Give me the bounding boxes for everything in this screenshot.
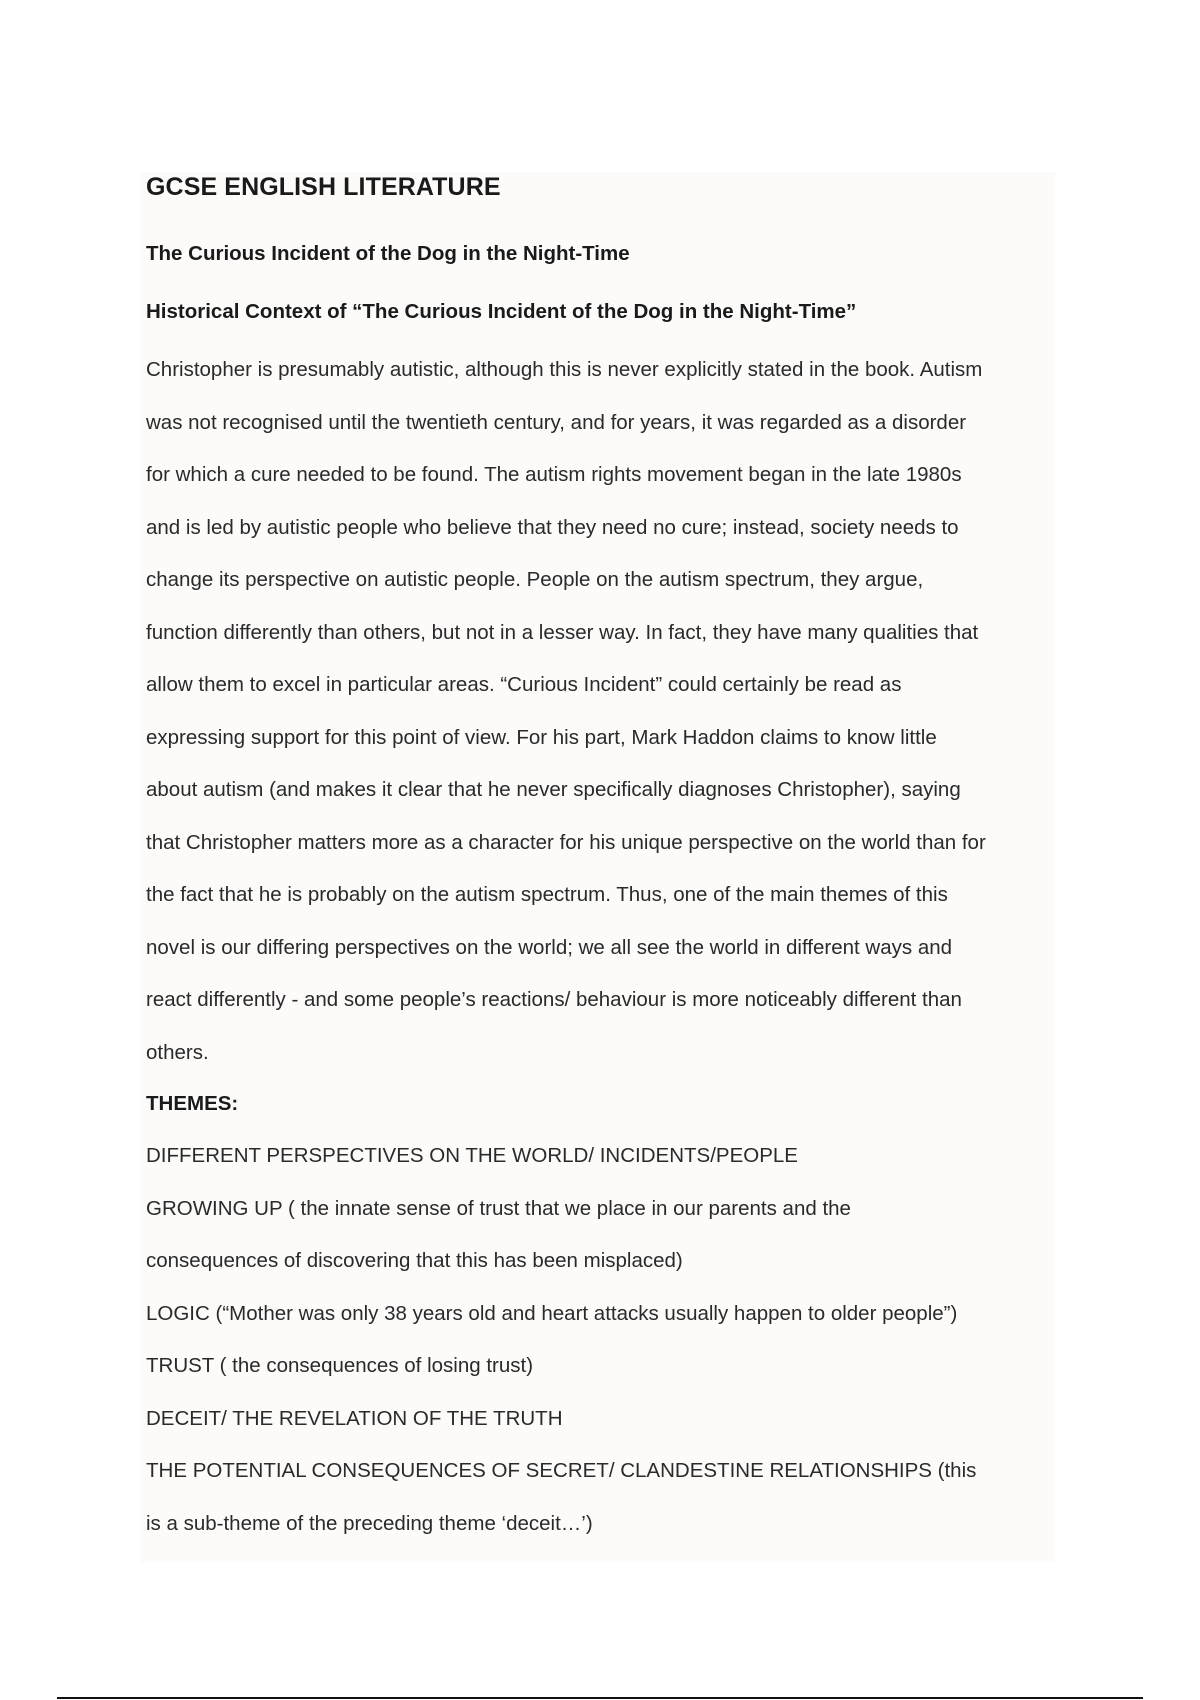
- theme-line: GROWING UP ( the innate sense of trust that we place in our parents and the: [146, 1196, 851, 1220]
- paragraph-line: allow them to excel in particular areas. “Curious Incident” could certainly be read as: [146, 673, 902, 696]
- paragraph-line: was not recognised until the twentieth century, and for years, it was regarded as a disorder: [146, 410, 967, 434]
- document-subtitle: The Curious Incident of the Dog in the Night-Time: [146, 242, 630, 265]
- historical-context-paragraph: [146, 357, 1061, 1092]
- paragraph-line: that Christopher matters more as a character for his unique perspective on the world than for: [146, 830, 986, 854]
- paragraph-line: for which a cure needed to be found. The autism rights movement began in the late 1980s: [146, 463, 962, 486]
- paragraph-line: react differently - and some people’s reactions/ behaviour is more noticeably different than: [146, 988, 962, 1011]
- themes-heading: THEMES:: [146, 1092, 239, 1115]
- theme-line: LOGIC (“Mother was only 38 years old and heart attacks usually happen to older people”): [146, 1301, 958, 1325]
- themes-list: [146, 1143, 1061, 1563]
- paragraph-line: expressing support for this point of view. For his part, Mark Haddon claims to know little: [146, 725, 937, 749]
- footer-divider: [57, 1697, 1143, 1699]
- paragraph-line: novel is our differing perspectives on the world; we all see the world in different ways and: [146, 935, 953, 959]
- paragraph-line: Christopher is presumably autistic, although this is never explicitly stated in the book. Autism: [146, 358, 983, 381]
- theme-line: DECEIT/ THE REVELATION OF THE TRUTH: [146, 1406, 563, 1430]
- theme-line: DIFFERENT PERSPECTIVES ON THE WORLD/ INCIDENTS/PEOPLE: [146, 1144, 798, 1167]
- paragraph-line: others.: [146, 1040, 209, 1064]
- paragraph-line: function differently than others, but not in a lesser way. In fact, they have many qualities that: [146, 620, 979, 644]
- paragraph-line: and is led by autistic people who believe that they need no cure; instead, society needs to: [146, 515, 959, 539]
- document-title: GCSE ENGLISH LITERATURE: [146, 173, 501, 201]
- paragraph-line: change its perspective on autistic people. People on the autism spectrum, they argue,: [146, 568, 924, 591]
- theme-line: is a sub-theme of the preceding theme ‘deceit…’): [146, 1511, 593, 1535]
- paragraph-line: the fact that he is probably on the autism spectrum. Thus, one of the main themes of this: [146, 883, 948, 906]
- theme-line: THE POTENTIAL CONSEQUENCES OF SECRET/ CLANDESTINE RELATIONSHIPS (this: [146, 1459, 977, 1482]
- theme-line: TRUST ( the consequences of losing trust): [146, 1354, 534, 1377]
- section-heading-historical-context: Historical Context of “The Curious Incident of the Dog in the Night-Time”: [146, 300, 857, 323]
- theme-line: consequences of discovering that this has been misplaced): [146, 1249, 683, 1272]
- paragraph-line: about autism (and makes it clear that he never specifically diagnoses Christopher), saying: [146, 778, 961, 801]
